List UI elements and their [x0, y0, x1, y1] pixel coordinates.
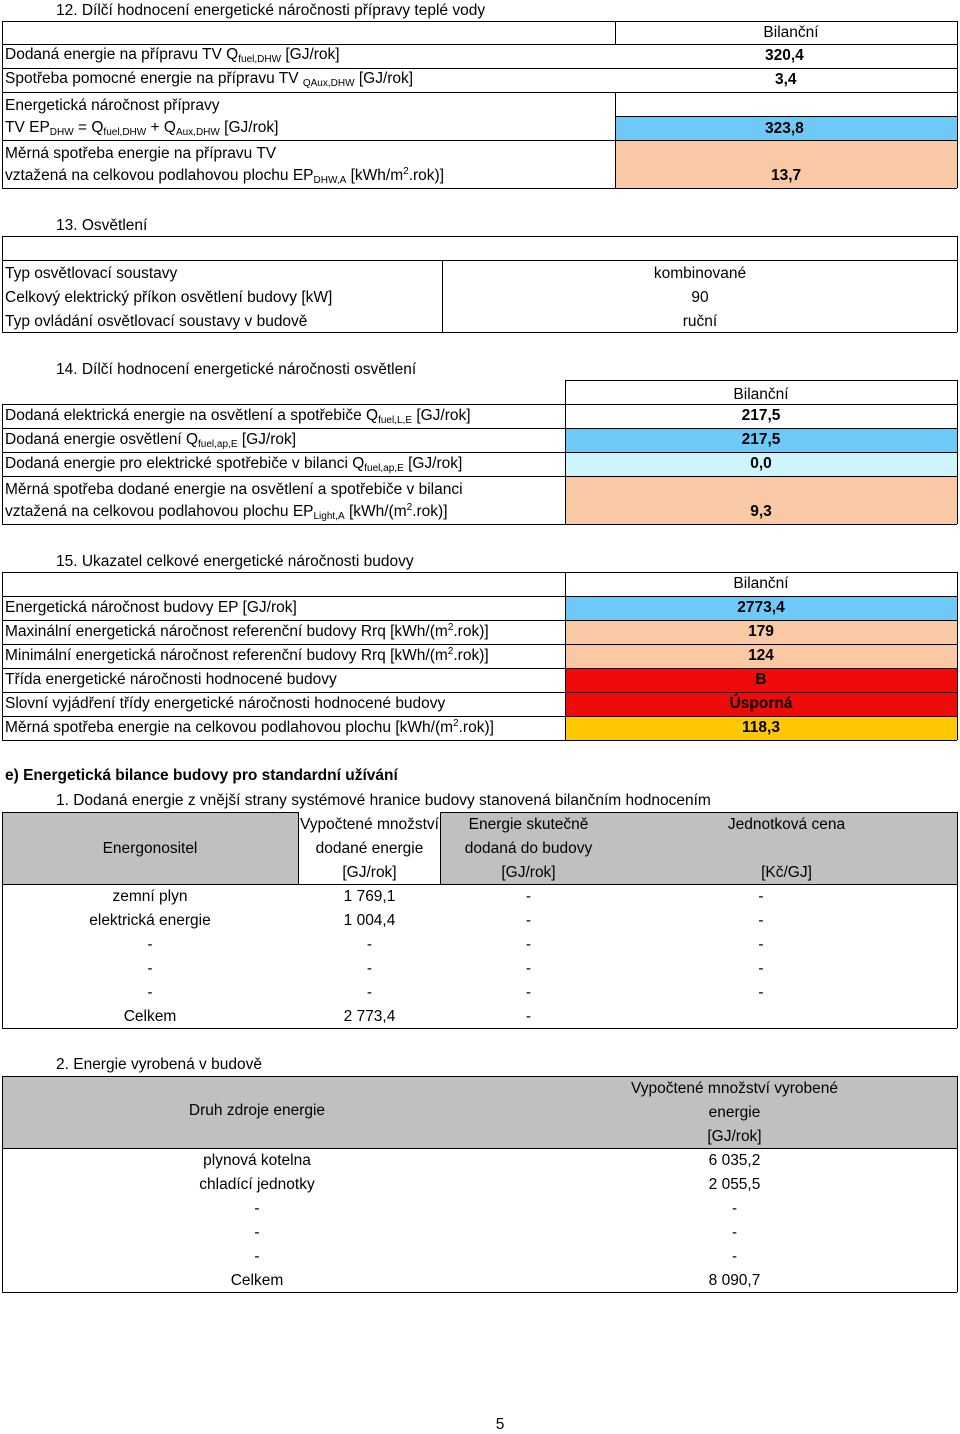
s14-row4-line2: vztažená na celkovou podlahovou plochu $EP_{Light,A}$ $[kWh/(m^2.rok)]$: [5, 502, 448, 522]
t1-header-calc-line2: dodané energie: [315, 840, 424, 857]
s14-col-header: Bilanční: [733, 386, 789, 403]
s14-row1-label: Dodaná elektrická energie na osvětlení a spotřebiče $Q_{fuel,L,E}$ [GJ/rok]: [5, 407, 471, 426]
t1-cell-r0-c1: 1 769,1: [343, 888, 396, 905]
t2-header-produced-line2: energie: [708, 1104, 761, 1121]
t2-cell-r0-c0: plynová kotelna: [203, 1152, 311, 1169]
t1-cell-r4-c3: -: [758, 984, 764, 1001]
t1-cell-r3-c2: -: [525, 960, 532, 977]
section-13-title: 13. Osvětlení: [56, 217, 148, 234]
t2-cell-r4-c0: -: [254, 1248, 260, 1265]
t1-header-energonositel: Energonositel: [102, 840, 198, 857]
t2-cell-r5-c0: Celkem: [230, 1272, 284, 1289]
s12-row-ep-dhw-a-value: 13,7: [771, 167, 802, 184]
s12-row-ep-dhw-line2: TV $EP_{DHW} = Q_{fuel,DHW} + Q_{Aux,DHW}$ [GJ/rok]: [5, 119, 279, 138]
t2-cell-r1-c0: chladící jednotky: [199, 1176, 315, 1193]
t1-cell-r5-c2: -: [525, 1008, 532, 1025]
s14-row2-label: Dodaná energie osvětlení $Q_{fuel,ap,E}$ [GJ/rok]: [5, 431, 297, 450]
s13-lighting-type-label: Typ osvětlovací soustavy: [5, 265, 178, 282]
t2-cell-r0-c1: 6 035,2: [708, 1152, 761, 1169]
t2-cell-r2-c0: -: [254, 1200, 260, 1217]
section-14-title: 14. Dílčí hodnocení energetické náročnosti osvětlení: [56, 361, 417, 378]
s15-row5-label: Slovní vyjádření třídy energetické náročnosti hodnocené budovy: [5, 695, 446, 712]
s13-control-value: ruční: [682, 313, 718, 330]
t1-cell-r3-c0: -: [147, 960, 153, 977]
t1-header-actual-unit: [GJ/rok]: [501, 864, 556, 881]
t1-cell-r4-c2: -: [525, 984, 532, 1001]
t1-cell-r0-c3: -: [758, 888, 764, 905]
t1-cell-r1-c0: elektrická energie: [89, 912, 211, 929]
t2-cell-r2-c1: -: [731, 1200, 738, 1217]
t1-cell-r0-c0: zemní plyn: [112, 888, 188, 905]
s15-row1-value: 2773,4: [737, 599, 785, 616]
s14-row1-value: 217,5: [741, 407, 781, 424]
s15-row4-value: B: [755, 671, 767, 688]
t1-cell-r2-c3: -: [758, 936, 764, 953]
s12-row-ep-dhw-a-line2: vztažená na celkovou podlahovou plochu $EP_{DHW,A}$ $[kWh/m^2.rok)$]: [5, 166, 444, 186]
page-number: 5: [495, 1416, 505, 1433]
t2-header-produced-unit: [GJ/rok]: [707, 1128, 762, 1145]
s12-row-fuel-dhw-label: Dodaná energie na přípravu TV $Q_{fuel,DHW}$ [GJ/rok]: [5, 46, 340, 65]
t1-cell-r1-c2: -: [525, 912, 532, 929]
s12-row-aux-dhw-value: 3,4: [775, 71, 797, 88]
s15-row4-label: Třída energetické náročnosti hodnocené budovy: [5, 671, 337, 688]
s14-row3-value: 0,0: [750, 455, 772, 472]
t2-cell-r5-c1: 8 090,7: [708, 1272, 761, 1289]
s14-row3-label: Dodaná energie pro elektrické spotřebiče v bilanci $Q_{fuel,ap,E}$ [GJ/rok]: [5, 455, 463, 474]
section-12-title: 12. Dílčí hodnocení energetické náročnosti přípravy teplé vody: [56, 2, 486, 19]
s15-row6-label: Měrná spotřeba energie na celkovou podlahovou plochu $[kWh/(m^2.rok)]$: [5, 718, 494, 736]
t1-cell-r2-c2: -: [525, 936, 532, 953]
s15-row2-value: 179: [748, 623, 774, 640]
t2-cell-r3-c1: -: [731, 1224, 738, 1241]
s12-row-aux-dhw-label: Spotřeba pomocné energie na přípravu TV $_{QAux,DHW}$ [GJ/rok]: [5, 70, 414, 89]
s14-row2-value: 217,5: [741, 431, 781, 448]
s15-row5-value: Úsporná: [729, 695, 793, 712]
section-e-heading: e) Energetická bilance budovy pro standardní užívání: [5, 767, 398, 784]
s13-control-label: Typ ovládání osvětlovací soustavy v budově: [5, 313, 308, 330]
t1-cell-r4-c1: -: [366, 984, 373, 1001]
s12-row-fuel-dhw-value: 320,4: [765, 47, 804, 64]
t1-header-calc-line1: Vypočtené množství: [300, 816, 439, 833]
section-e1-title: 1. Dodaná energie z vnější strany systémové hranice budovy stanovená bilančním hodnocením: [56, 792, 711, 809]
s13-power-value: 90: [691, 289, 709, 306]
t1-cell-r3-c3: -: [758, 960, 764, 977]
section-e2-title: 2. Energie vyrobená v budově: [56, 1056, 262, 1073]
s15-row1-label: Energetická náročnost budovy EP [GJ/rok]: [5, 599, 297, 616]
t1-cell-r1-c3: -: [758, 912, 764, 929]
t2-cell-r1-c1: 2 055,5: [708, 1176, 761, 1193]
t2-header-source: Druh zdroje energie: [188, 1102, 326, 1119]
s15-row6-value: 118,3: [742, 719, 780, 736]
t1-cell-r4-c0: -: [147, 984, 153, 1001]
s14-row4-line1: Měrná spotřeba dodané energie na osvětlení a spotřebiče v bilanci: [5, 481, 463, 498]
s15-col-header: Bilanční: [733, 575, 789, 592]
t1-cell-r5-c0: Celkem: [123, 1008, 177, 1025]
t1-cell-r3-c1: -: [366, 960, 373, 977]
t1-header-calc-unit: [GJ/rok]: [342, 864, 397, 881]
t1-cell-r5-c1: 2 773,4: [343, 1008, 396, 1025]
t1-header-price-line1: Jednotková cena: [727, 816, 846, 833]
s13-lighting-type-value: kombinované: [653, 265, 747, 282]
s15-row2-label: Maxinální energetická náročnost referenční budovy Rrq $[kWh/(m^2.rok)]$: [5, 622, 489, 640]
section-15-title: 15. Ukazatel celkové energetické náročnosti budovy: [56, 553, 414, 570]
t1-cell-r1-c1: 1 004,4: [343, 912, 396, 929]
s12-row-ep-dhw-line1: Energetická náročnost přípravy: [5, 97, 220, 114]
t1-cell-r2-c0: -: [147, 936, 153, 953]
s12-row-ep-dhw-value: 323,8: [765, 120, 804, 137]
t2-cell-r3-c0: -: [254, 1224, 260, 1241]
s15-row3-label: Minimální energetická náročnost referenční budovy Rrq $[kWh/(m^2.rok)]$: [5, 646, 489, 664]
t2-cell-r4-c1: -: [731, 1248, 738, 1265]
s15-row3-value: 124: [748, 647, 774, 664]
t1-cell-r0-c2: -: [525, 888, 532, 905]
t1-cell-r2-c1: -: [366, 936, 373, 953]
s12-col-header: Bilanční: [763, 24, 819, 41]
s13-power-label: Celkový elektrický příkon osvětlení budovy [kW]: [5, 289, 333, 306]
s14-row4-value: 9,3: [750, 503, 772, 520]
t1-header-price-unit: [Kč/GJ]: [761, 864, 812, 881]
t1-header-actual-line2: dodaná do budovy: [464, 840, 593, 857]
t2-header-produced-line1: Vypočtené množství vyrobené: [630, 1080, 839, 1097]
s12-row-ep-dhw-a-line1: Měrná spotřeba energie na přípravu TV: [5, 145, 277, 162]
t1-header-actual-line1: Energie skutečně: [468, 816, 589, 833]
